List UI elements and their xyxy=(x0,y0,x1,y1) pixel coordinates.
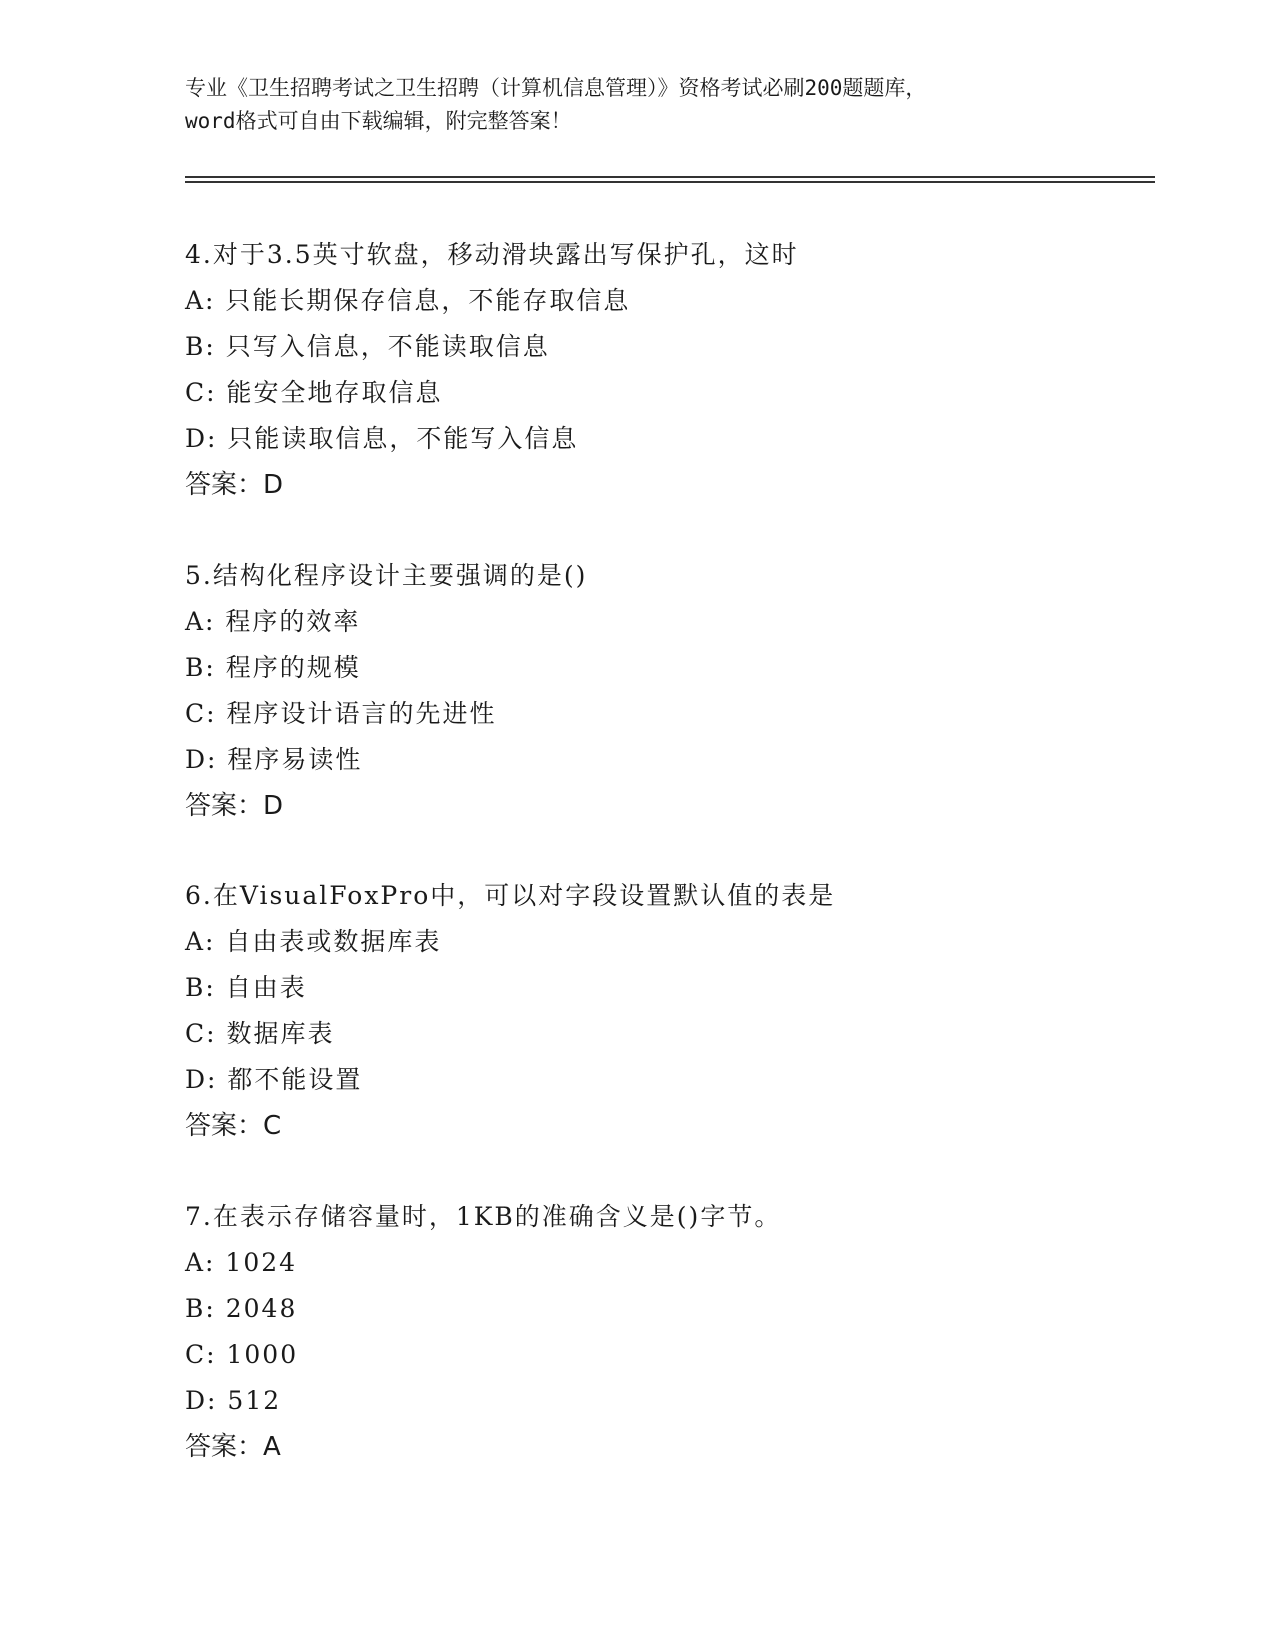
option-b: B: 程序的规模 xyxy=(185,653,361,682)
question-stem: 4.对于3.5英寸软盘，移动滑块露出写保护孔，这时 xyxy=(185,240,799,269)
option-b: B: 自由表 xyxy=(185,973,307,1002)
question-4 xyxy=(185,232,1145,508)
option-a: A: 只能长期保存信息，不能存取信息 xyxy=(185,286,631,315)
header-divider-top xyxy=(185,176,1155,178)
option-d: D: 512 xyxy=(185,1386,282,1415)
header-line-1: 专业《卫生招聘考试之卫生招聘（计算机信息管理）》资格考试必刷200题题库， xyxy=(185,76,927,100)
option-d: D: 只能读取信息，不能写入信息 xyxy=(185,424,579,453)
option-c: C: 能安全地存取信息 xyxy=(185,378,443,407)
header-divider-bottom xyxy=(185,181,1155,183)
option-a: A: 自由表或数据库表 xyxy=(185,927,442,956)
question-stem: 6.在VisualFoxPro中，可以对字段设置默认值的表是 xyxy=(185,881,836,910)
option-d: D: 都不能设置 xyxy=(185,1065,363,1094)
header-line-2: word格式可自由下载编辑，附完整答案！ xyxy=(185,109,572,133)
question-stem: 7.在表示存储容量时，1KB的准确含义是()字节。 xyxy=(185,1202,782,1231)
option-a: A: 1024 xyxy=(185,1248,298,1277)
option-d: D: 程序易读性 xyxy=(185,745,363,774)
option-c: C: 程序设计语言的先进性 xyxy=(185,699,497,728)
question-stem: 5.结构化程序设计主要强调的是() xyxy=(185,561,588,590)
option-c: C: 数据库表 xyxy=(185,1019,335,1048)
question-6 xyxy=(185,873,1145,1149)
option-b: B: 只写入信息，不能读取信息 xyxy=(185,332,550,361)
option-b: B: 2048 xyxy=(185,1294,298,1323)
option-c: C: 1000 xyxy=(185,1340,299,1369)
answer-line: 答案：D xyxy=(185,791,284,821)
option-a: A: 程序的效率 xyxy=(185,607,361,636)
answer-line: 答案：A xyxy=(185,1432,281,1462)
answer-line: 答案：C xyxy=(185,1111,282,1141)
question-5 xyxy=(185,553,1145,829)
question-7 xyxy=(185,1194,1145,1470)
document-header xyxy=(185,72,1085,138)
answer-line: 答案：D xyxy=(185,470,284,500)
